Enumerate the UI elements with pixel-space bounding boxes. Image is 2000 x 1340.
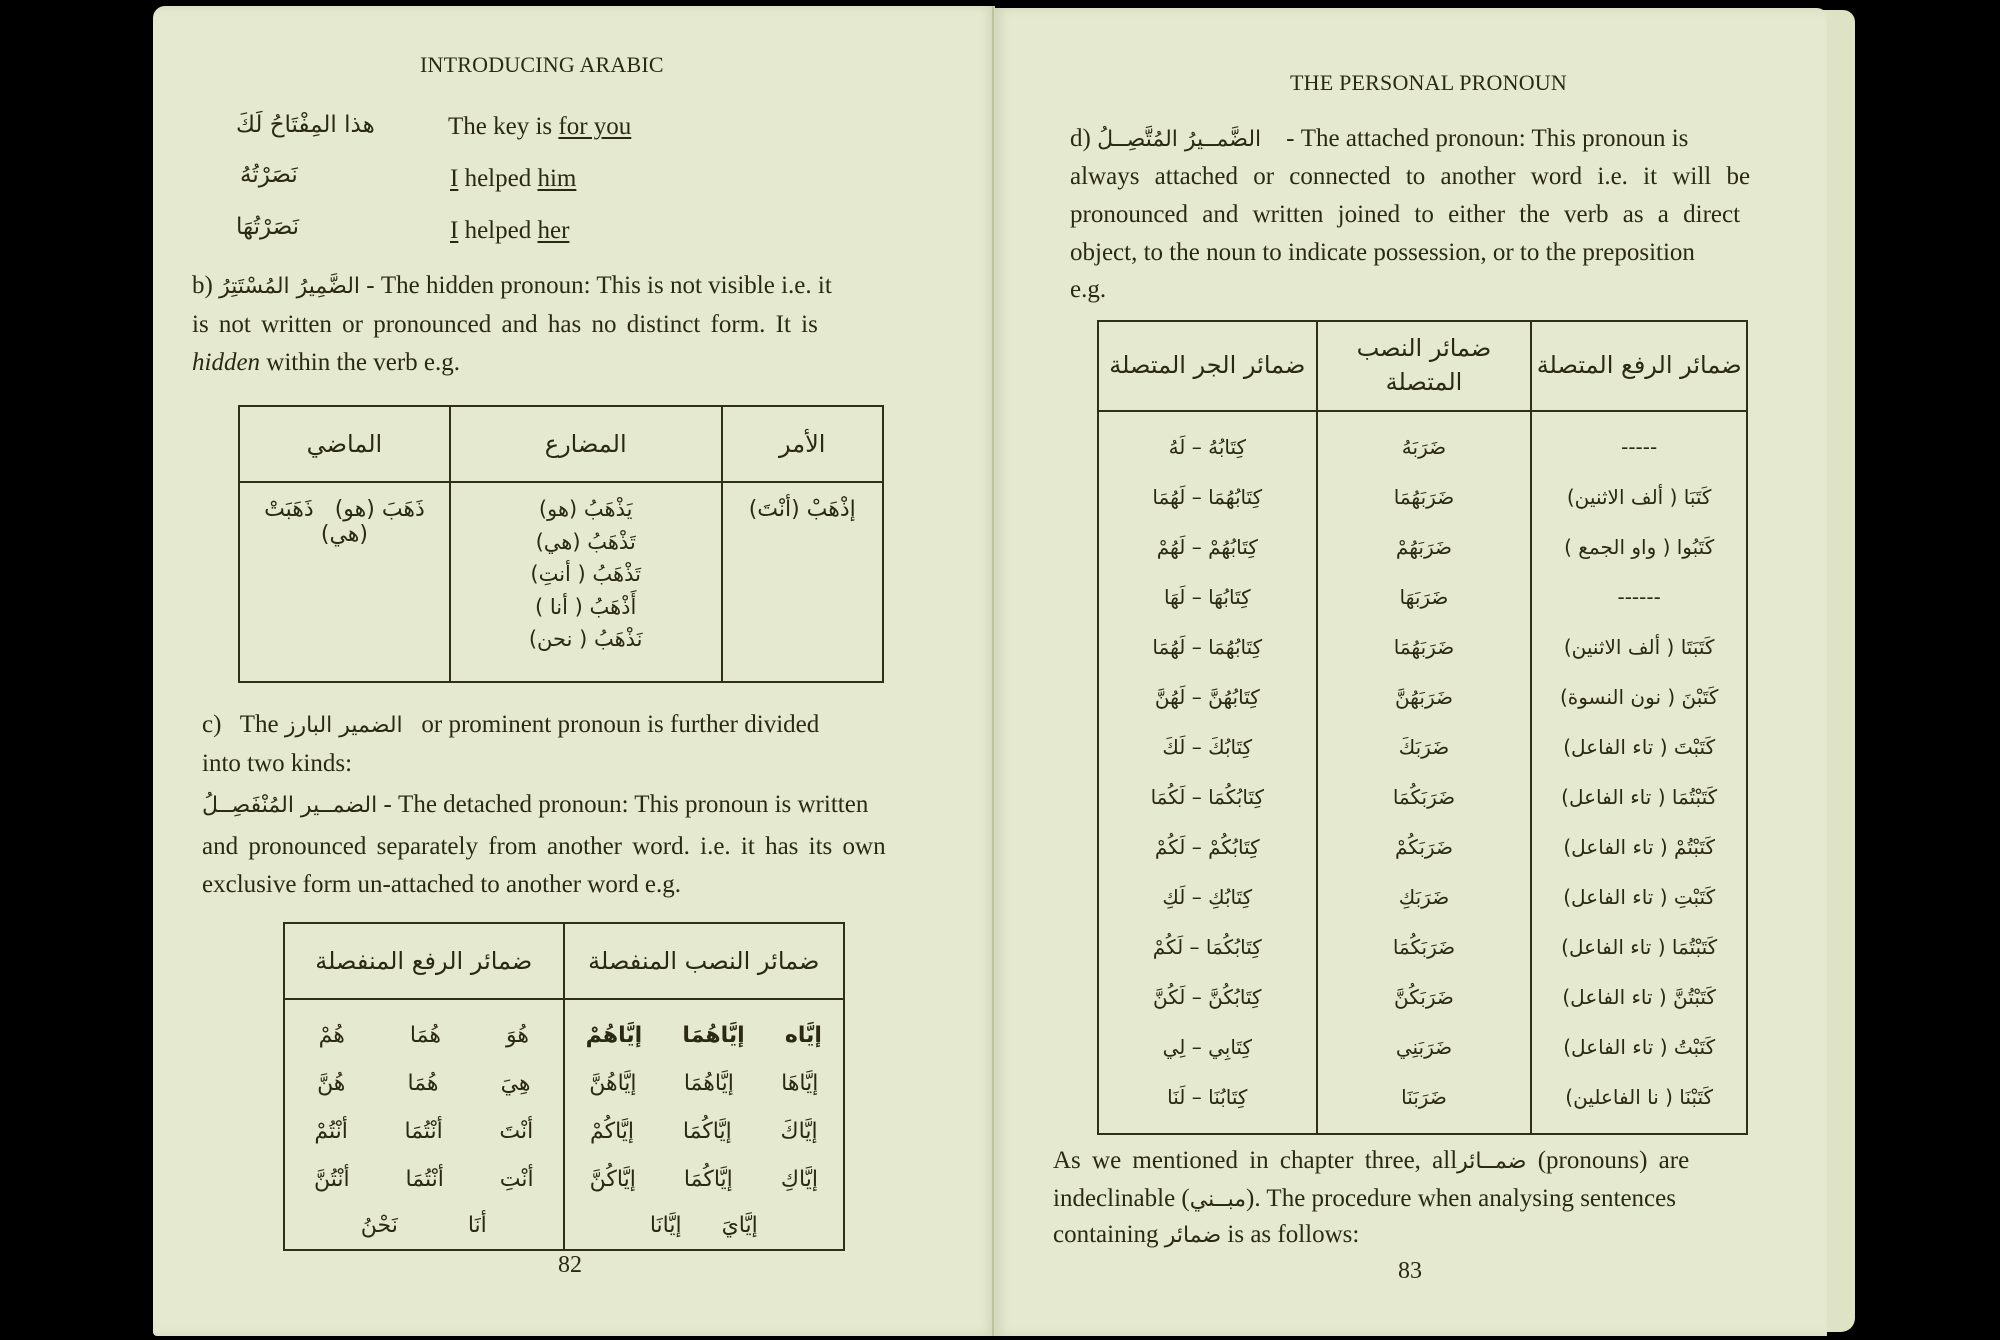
section-b-line3 (192, 344, 460, 382)
pronoun-form: ضَرَبَكَ (1398, 735, 1450, 759)
pronoun-form: ضَرَبَهُنَّ (1394, 685, 1453, 709)
pronoun-row: هِيَ هُمَا هُنَّ (317, 1071, 531, 1096)
arabic-term: الضَّمــيرُ المُتَّصِــلُ (1097, 127, 1262, 152)
pronoun-form: كَتَبْتَ ( تاء الفاعل) (1563, 735, 1716, 759)
pronoun-form: كَتَبْتِ ( تاء الفاعل) (1563, 885, 1716, 909)
example-underlined: her (537, 217, 570, 244)
pronoun-form: كِتَابُهُمَا – لَهُمَا (1152, 485, 1263, 509)
section-d-text: - The attached pronoun: This pronoun is (1286, 125, 1689, 152)
section-label: c) (202, 711, 222, 738)
cell-accusative-attached (1317, 411, 1532, 1134)
pronoun-form: كِتَابُنَا – لَنَا (1167, 1085, 1248, 1109)
pronoun-form: ----- (1621, 435, 1658, 459)
pronoun-form: ضَرَبَكُمَا (1392, 785, 1456, 809)
closing-line2 (1053, 1180, 1676, 1219)
pronoun-row: أنْتِ أنْتُمَا أنْتُنَّ (314, 1167, 534, 1192)
pronoun-form: كَتَبْتُمَا ( تاء الفاعل) (1561, 785, 1718, 809)
example-underlined-subject: I (450, 165, 459, 192)
example-english-text: The key is (448, 113, 559, 140)
arabic-term: الضمــير المُنْفَصِــلُ (202, 793, 378, 818)
conjugation: نَذْهَبُ ( نحن) (528, 627, 643, 652)
pronoun-form: كَتَبْنَا ( نا الفاعلين) (1565, 1085, 1714, 1109)
pronoun-row: إيَّاكَ إيَّاكُمَا إيَّاكُمْ (589, 1119, 818, 1144)
pronoun-form: ضَرَبَنِي (1395, 1035, 1453, 1059)
conjugation: تَذْهَبُ (هي) (535, 529, 636, 554)
pronoun-row: أنْتَ أنْتُمَا أنْتُمْ (314, 1119, 534, 1144)
cell-accusative-detached (564, 999, 844, 1250)
conjugation: يَذْهَبُ (هو) (538, 497, 633, 521)
pronoun-row: هُوَ هُمَا هُمْ (318, 1023, 530, 1048)
pronoun-row: إيَّاه إيَّاهُمَا إيَّاهُمْ (585, 1023, 822, 1048)
italic-word: hidden (192, 349, 261, 376)
example-english-text: helped (458, 217, 538, 244)
example-english-text: helped (458, 165, 538, 192)
section-b-text: The hidden pronoun: This is not visible i.e. it (380, 272, 832, 299)
closing-text: containing (1053, 1221, 1165, 1248)
section-b-line2: is not written or pronounced and has no distinct form. It is (192, 311, 818, 338)
pronoun-form: كِتَابِي – لِي (1162, 1035, 1252, 1059)
conjugation: تَذْهَبُ ( أنتِ) (530, 562, 641, 587)
closing-text: As we mentioned in chapter three, all (1053, 1147, 1458, 1174)
pronoun-form: كَتَبْتُنَّ ( تاء الفاعل) (1562, 985, 1716, 1009)
cell-present (450, 482, 722, 682)
conjugation: ذَهَبَتْ (هي) (264, 497, 368, 547)
pronoun-form: كِتَابُهُمْ – لَهُمْ (1156, 535, 1258, 559)
header-present: المضارع (450, 406, 722, 482)
cell-past (239, 482, 450, 682)
pronoun-form: كَتَبْتُمَا ( تاء الفاعل) (1561, 935, 1718, 959)
pronoun-form: كِتَابُهُنَّ – لَهُنَّ (1154, 685, 1260, 709)
pronoun-form: كَتَبْتُ ( تاء الفاعل) (1563, 1035, 1716, 1059)
pronoun-form: ضَرَبَهَا (1399, 585, 1449, 609)
verb-conjugation-table (238, 405, 884, 683)
detached-line1 (202, 786, 868, 825)
header-nominative-attached: ضمائر الرفع المتصلة (1531, 321, 1747, 411)
section-b-line1 (192, 267, 832, 306)
arabic-term: ضمــائر (1457, 1149, 1527, 1174)
pronoun-form: ضَرَبَهُمَا (1393, 485, 1455, 509)
section-c-text: or prominent pronoun is further divided (421, 711, 820, 738)
closing-text: ). The procedure when analysing sentences (1246, 1185, 1676, 1212)
pronoun-form: كِتَابُهُمَا – لَهُمَا (1152, 635, 1263, 659)
pronoun-form: كَتَبْتُمْ ( تاء الفاعل) (1563, 835, 1715, 859)
section-c-line1 (202, 706, 819, 745)
header-accusative-attached: ضمائر النصب المتصلة (1317, 321, 1532, 411)
header-nominative-detached: ضمائر الرفع المنفصلة (284, 923, 564, 999)
pronoun-form: ضَرَبَهُمْ (1395, 535, 1453, 559)
section-d-line5: e.g. (1070, 276, 1107, 303)
example-arabic: نَصَرْتُهَا (236, 214, 300, 240)
conjugation: أَذْهَبُ ( أنا ) (535, 594, 637, 619)
book-spine (992, 6, 994, 1336)
example-underlined-subject: I (450, 217, 459, 244)
pronoun-form: ------ (1617, 585, 1661, 609)
section-label: b) (192, 272, 213, 299)
pronoun-form: كِتَابُكِ – لَكِ (1162, 885, 1253, 909)
detached-pronouns-table (283, 922, 845, 1251)
example-underlined: him (537, 165, 577, 192)
section-c-line2: into two kinds: (202, 750, 353, 777)
pronoun-form: كَتَبُوا ( واو الجمع ) (1564, 535, 1715, 559)
example-underlined: for you (558, 113, 632, 140)
cell-genitive-attached (1098, 411, 1317, 1134)
example-english (448, 108, 631, 146)
pronoun-form: ضَرَبَهُ (1401, 435, 1447, 459)
arabic-term: مبــني (1189, 1187, 1247, 1212)
conjugation: إذْهَبْ (أنْتَ) (748, 497, 856, 522)
cell-imperative (722, 482, 884, 682)
cell-nominative-attached (1531, 411, 1747, 1134)
pronoun-form: ضَرَبَكُمْ (1394, 835, 1453, 859)
pronoun-row: أنَا نَحْنُ (360, 1213, 487, 1238)
section-d-line1 (1070, 120, 1688, 159)
pronoun-form: كَتَبْنَ ( نون النسوة) (1559, 685, 1719, 709)
page-number-left: 82 (558, 1252, 582, 1278)
cell-nominative-detached (284, 999, 564, 1250)
detached-line2: and pronounced separately from another word. i.e. it has its own (202, 833, 886, 860)
section-c-text: - The detached pronoun: This pronoun is written (383, 791, 869, 818)
pronoun-row: إيَّاكِ إيَّاكُمَا إيَّاكُنَّ (589, 1167, 818, 1192)
section-d-line2: always attached or connected to another word i.e. it will be (1070, 163, 1751, 190)
pronoun-form: كِتَابُكُمَا – لَكُمْ (1152, 935, 1262, 959)
left-running-header: INTRODUCING ARABIC (420, 52, 664, 77)
example-english (450, 212, 569, 250)
attached-pronouns-table (1097, 320, 1748, 1135)
pronoun-form: ضَرَبَكِ (1398, 885, 1450, 909)
pronoun-form: ضَرَبَهُمَا (1393, 635, 1455, 659)
pronoun-form: كِتَابُكُمَا – لَكُمَا (1150, 785, 1265, 809)
pronoun-row: إيَّايَ إيَّانَا (649, 1213, 758, 1238)
header-imperative: الأمر (722, 406, 884, 482)
pronoun-form: كِتَابُهُ – لَهُ (1168, 435, 1247, 459)
dash: - (366, 272, 375, 299)
header-past: الماضي (239, 406, 450, 482)
conjugation: ذَهَبَ (هو) (334, 497, 425, 522)
pronoun-form: كِتَابُهَا – لَهَا (1163, 585, 1251, 609)
right-running-header: THE PERSONAL PRONOUN (1290, 70, 1567, 95)
header-accusative-detached: ضمائر النصب المنفصلة (564, 923, 844, 999)
section-d-line4: object, to the noun to indicate possession, or to the preposition (1070, 239, 1695, 266)
pronoun-form: كَتَبَتَا ( ألف الاثنين) (1563, 635, 1715, 659)
pronoun-form: ضَرَبَكُنَّ (1394, 985, 1454, 1009)
pronoun-form: كِتَابُكُمْ – لَكُمْ (1154, 835, 1260, 859)
page-number-right: 83 (1398, 1258, 1422, 1284)
closing-text: is as follows: (1221, 1221, 1360, 1248)
section-b-text: within the verb e.g. (260, 349, 460, 376)
arabic-term: الضمير البارز (284, 713, 403, 738)
example-arabic: هذا المِفْتَاحُ لَكَ (236, 112, 375, 138)
section-d-line3: pronounced and written joined to either the verb as a direct (1070, 201, 1741, 228)
closing-line3 (1053, 1216, 1359, 1255)
pronoun-form: ضَرَبَنَا (1401, 1085, 1447, 1109)
closing-line1 (1053, 1142, 1689, 1181)
header-genitive-attached: ضمائر الجر المتصلة (1098, 321, 1317, 411)
example-english (450, 160, 576, 198)
closing-text: indeclinable ( (1053, 1185, 1190, 1212)
pronoun-form: كِتَابُكُنَّ – لَكُنَّ (1153, 985, 1262, 1009)
detached-line3: exclusive form un-attached to another word e.g. (202, 871, 681, 898)
pronoun-form: كَتَبَا ( ألف الاثنين) (1566, 485, 1712, 509)
arabic-term: الضَّمِيرُ المُسْتَتِرُ (219, 274, 361, 299)
pronoun-form: ضَرَبَكُمَا (1392, 935, 1456, 959)
pronoun-row: إيَّاهَا إيَّاهُمَا إيَّاهُنَّ (589, 1071, 819, 1096)
section-c-text: The (239, 711, 279, 738)
pronoun-form: كِتَابُكَ – لَكَ (1162, 735, 1253, 759)
arabic-term: ضمائر (1164, 1223, 1222, 1248)
example-arabic: نَصَرْتُهُ (240, 162, 298, 188)
closing-text: (pronouns) are (1526, 1147, 1690, 1174)
section-label: d) (1070, 125, 1091, 152)
